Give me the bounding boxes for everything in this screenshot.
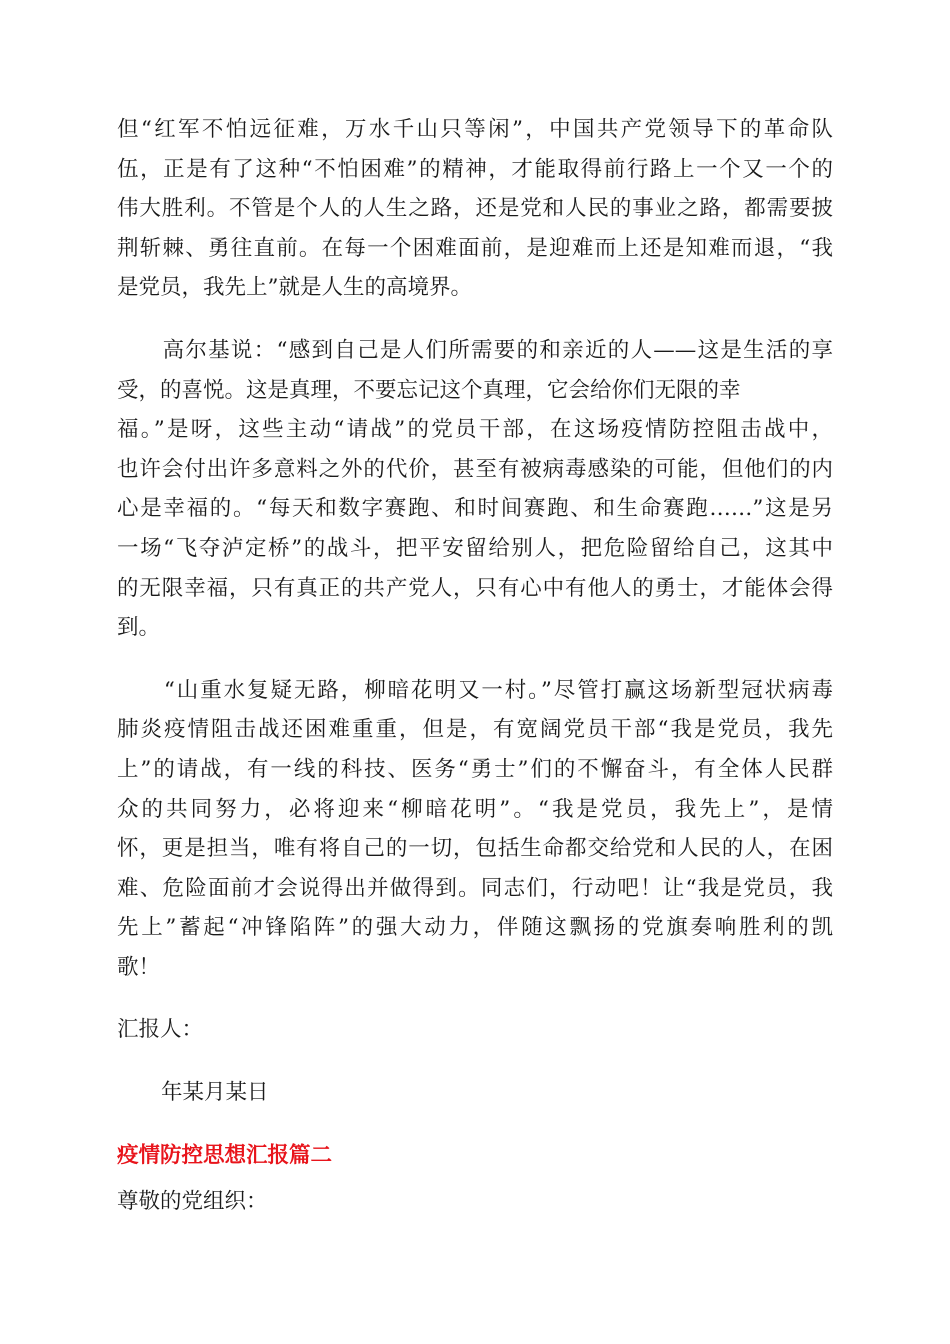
paragraph-3: [117, 671, 833, 988]
document-page: [117, 110, 833, 1222]
paragraph-1: [117, 110, 833, 308]
paragraph-line: 荆斩棘、勇往直前。在每一个困难面前，是迎难而上还是知难而退，“我: [117, 235, 833, 261]
date-line: 年某月某日: [161, 1080, 269, 1106]
paragraph-line: 是党员，我先上”就是人生的高境界。: [117, 275, 472, 301]
paragraph-line: 但“红军不怕远征难，万水千山只等闲”，中国共产党领导下的革命队: [117, 117, 833, 142]
paragraph-line: “山重水复疑无路，柳暗花明又一村。”尽管打赢这场新型冠状病毒: [117, 677, 833, 703]
paragraph-line: 受，的喜悦。这是真理，不要忘记这个真理，它会给你们无限的幸: [117, 377, 741, 403]
paragraph-line: 众的共同努力，必将迎来“柳暗花明”。“我是党员，我先上”，是情: [117, 796, 833, 822]
paragraph-line: 难、危险面前才会说得出并做得到。同志们，行动吧！让“我是党员，我: [117, 875, 833, 901]
reporter-label: 汇报人：: [117, 1017, 204, 1043]
paragraph-line: 心是幸福的。“每天和数字赛跑、和时间赛跑、和生命赛跑……”这是另: [117, 496, 833, 522]
section-heading: 疫情防控思想汇报篇二: [117, 1142, 333, 1168]
paragraph-line: 怀，更是担当，唯有将自己的一切，包括生命都交给党和人民的人，在困: [117, 836, 833, 862]
paragraph-line: 上”的请战，有一线的科技、医务“勇士”们的不懈奋斗，有全体人民群: [117, 756, 833, 782]
paragraph-line: 伍，正是有了这种“不怕困难”的精神，才能取得前行路上一个又一个的: [117, 156, 833, 182]
paragraph-line: 一场“飞夺泸定桥”的战斗，把平安留给别人，把危险留给自己，这其中: [117, 535, 833, 561]
paragraph-line: 到。: [117, 615, 161, 641]
paragraph-line: 福。”是呀，这些主动“请战”的党员干部，在这场疫情防控阻击战中，: [117, 417, 833, 443]
paragraph-line: 的无限幸福，只有真正的共产党人，只有心中有他人的勇士，才能体会得: [117, 575, 833, 601]
salutation: 尊敬的党组织：: [117, 1189, 268, 1215]
paragraph-line: 肺炎疫情阻击战还困难重重，但是，有宽阔党员干部“我是党员，我先: [117, 717, 833, 743]
paragraph-line: 歌！: [117, 954, 161, 980]
paragraph-2: [117, 331, 833, 648]
paragraph-line: 也许会付出许多意料之外的代价，甚至有被病毒感染的可能，但他们的内: [117, 456, 833, 482]
paragraph-line: 伟大胜利。不管是个人的人生之路，还是党和人民的事业之路，都需要披: [117, 196, 833, 222]
paragraph-line: 高尔基说：“感到自己是人们所需要的和亲近的人——这是生活的享: [117, 337, 833, 363]
paragraph-line: 先上”蓄起“冲锋陷阵”的强大动力，伴随这飘扬的党旗奏响胜利的凯: [117, 915, 833, 941]
